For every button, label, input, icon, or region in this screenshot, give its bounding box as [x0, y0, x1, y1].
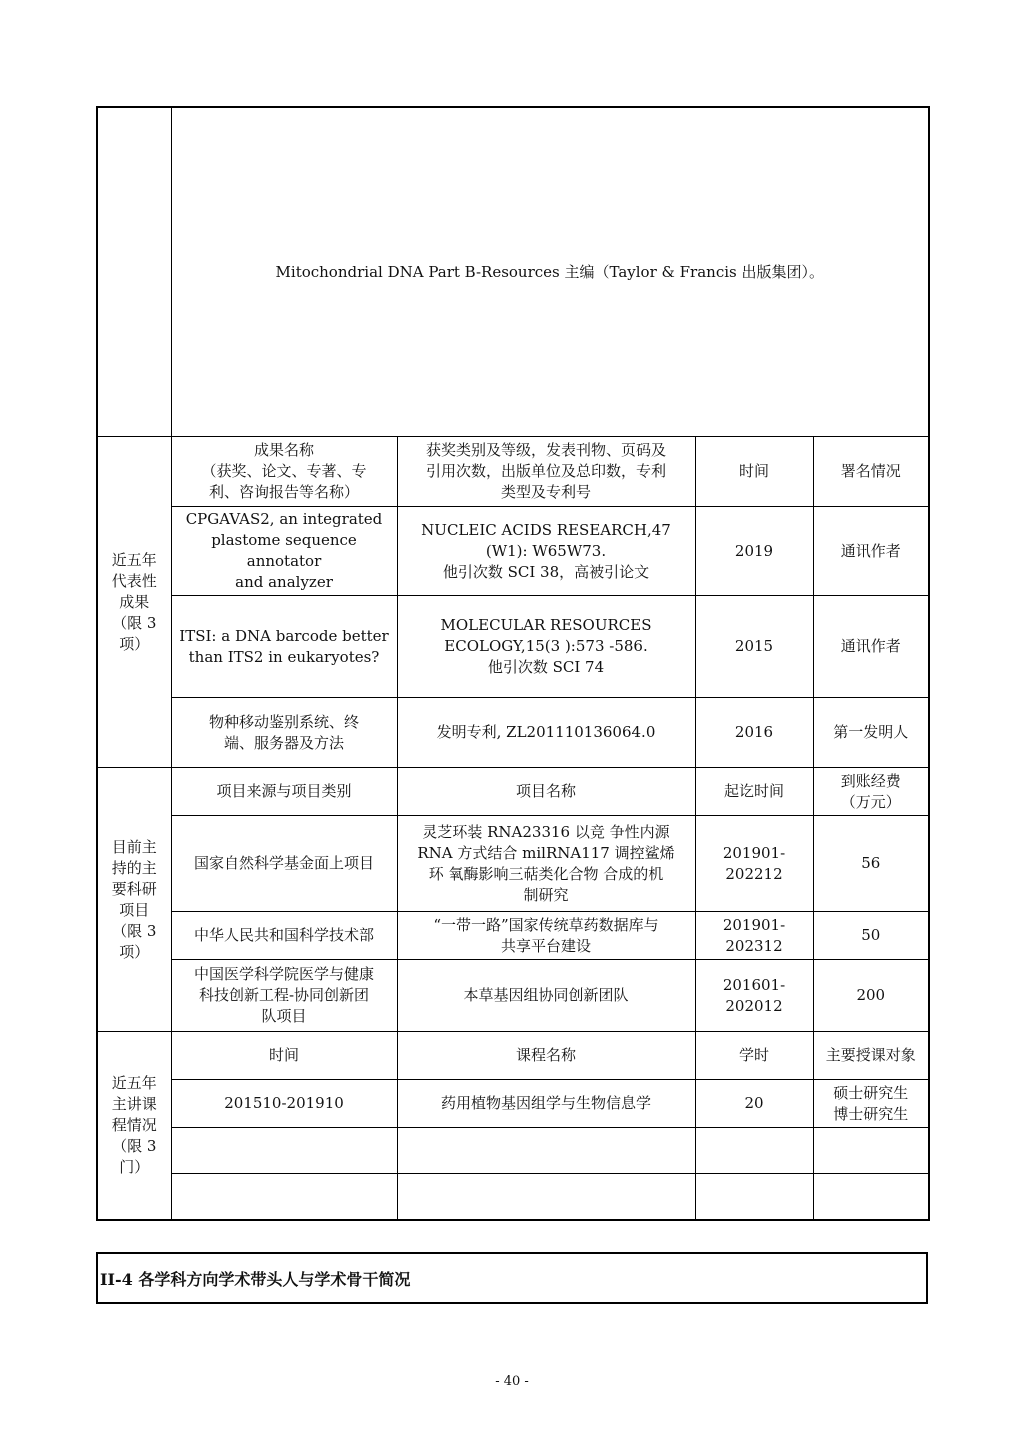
table-row [97, 1080, 929, 1128]
achievement-detail: NUCLEIC ACIDS RESEARCH,47 (W1): W65W73. 他引次数 SCI 38，高被引论文 [397, 507, 695, 596]
col-header: 署名情况 [813, 437, 929, 507]
project-period: 201901-202212 [695, 816, 813, 912]
table-row [97, 1128, 929, 1174]
col-header: 起讫时间 [695, 768, 813, 816]
intro-row [97, 107, 929, 437]
projects-header-row [97, 768, 929, 816]
achievement-time: 2015 [695, 596, 813, 698]
intro-label-cell [97, 107, 171, 437]
project-name: “一带一路”国家传统草药数据库与 共享平台建设 [397, 912, 695, 960]
col-header: 时间 [171, 1032, 397, 1080]
project-name: 本草基因组协同创新团队 [397, 960, 695, 1032]
empty-cell [695, 1128, 813, 1174]
col-header: 获奖类别及等级，发表刊物、页码及 引用次数，出版单位及总印数，专利 类型及专利号 [397, 437, 695, 507]
page-number: - 40 - [495, 1374, 529, 1389]
section-header-box [96, 1252, 928, 1304]
course-time: 201510-201910 [171, 1080, 397, 1128]
achievement-detail: 发明专利, ZL201110136064.0 [397, 698, 695, 768]
projects-label: 目前主 持的主 要科研 项目 （限 3 项） [97, 768, 171, 1032]
project-funding: 50 [813, 912, 929, 960]
empty-cell [397, 1174, 695, 1220]
achievement-time: 2019 [695, 507, 813, 596]
empty-cell [171, 1174, 397, 1220]
table-row [97, 507, 929, 596]
achievement-name: CPGAVAS2, an integrated plastome sequence annotator and analyzer [171, 507, 397, 596]
empty-cell [695, 1174, 813, 1220]
achievement-role: 第一发明人 [813, 698, 929, 768]
table-row [97, 1174, 929, 1220]
course-audience: 硕士研究生 博士研究生 [813, 1080, 929, 1128]
col-header: 学时 [695, 1032, 813, 1080]
project-funding: 200 [813, 960, 929, 1032]
empty-cell [813, 1174, 929, 1220]
project-funding: 56 [813, 816, 929, 912]
courses-label: 近五年 主讲课 程情况 （限 3 门） [97, 1032, 171, 1220]
project-source: 中国医学科学院医学与健康 科技创新工程-协同创新团 队项目 [171, 960, 397, 1032]
project-source: 国家自然科学基金面上项目 [171, 816, 397, 912]
table-row [97, 960, 929, 1032]
courses-header-row [97, 1032, 929, 1080]
col-header: 时间 [695, 437, 813, 507]
table-row [97, 816, 929, 912]
col-header: 项目名称 [397, 768, 695, 816]
achievement-name: ITSI: a DNA barcode better than ITS2 in eukaryotes? [171, 596, 397, 698]
project-period: 201601-202012 [695, 960, 813, 1032]
empty-cell [171, 1128, 397, 1174]
table-row [97, 596, 929, 698]
achievements-table [96, 106, 930, 1221]
project-name: 灵芝环装 RNA23316 以竞 争性内源 RNA 方式结合 milRNA117 调控鲨烯 环 氧酶影响三萜类化合物 合成的机 制研究 [397, 816, 695, 912]
empty-cell [813, 1128, 929, 1174]
col-header: 主要授课对象 [813, 1032, 929, 1080]
col-header: 成果名称 （获奖、论文、专著、专 利、咨询报告等名称） [171, 437, 397, 507]
table-row [97, 698, 929, 768]
table-row [97, 912, 929, 960]
col-header: 到账经费 （万元） [813, 768, 929, 816]
empty-cell [397, 1128, 695, 1174]
achievement-role: 通讯作者 [813, 507, 929, 596]
col-header: 课程名称 [397, 1032, 695, 1080]
project-period: 201901-202312 [695, 912, 813, 960]
achievement-role: 通讯作者 [813, 596, 929, 698]
course-hours: 20 [695, 1080, 813, 1128]
intro-text: Mitochondrial DNA Part B-Resources 主编（Taylor & Francis 出版集团）。 [171, 107, 929, 437]
section-title: II-4 各学科方向学术带头人与学术骨干简况 [100, 1269, 411, 1289]
col-header: 项目来源与项目类别 [171, 768, 397, 816]
project-source: 中华人民共和国科学技术部 [171, 912, 397, 960]
achievements-header-row [97, 437, 929, 507]
achievements-label: 近五年 代表性 成果 （限 3 项） [97, 437, 171, 768]
achievement-name: 物种移动鉴别系统、终 端、服务器及方法 [171, 698, 397, 768]
course-name: 药用植物基因组学与生物信息学 [397, 1080, 695, 1128]
achievement-detail: MOLECULAR RESOURCES ECOLOGY,15(3 ):573 -586. 他引次数 SCI 74 [397, 596, 695, 698]
achievement-time: 2016 [695, 698, 813, 768]
